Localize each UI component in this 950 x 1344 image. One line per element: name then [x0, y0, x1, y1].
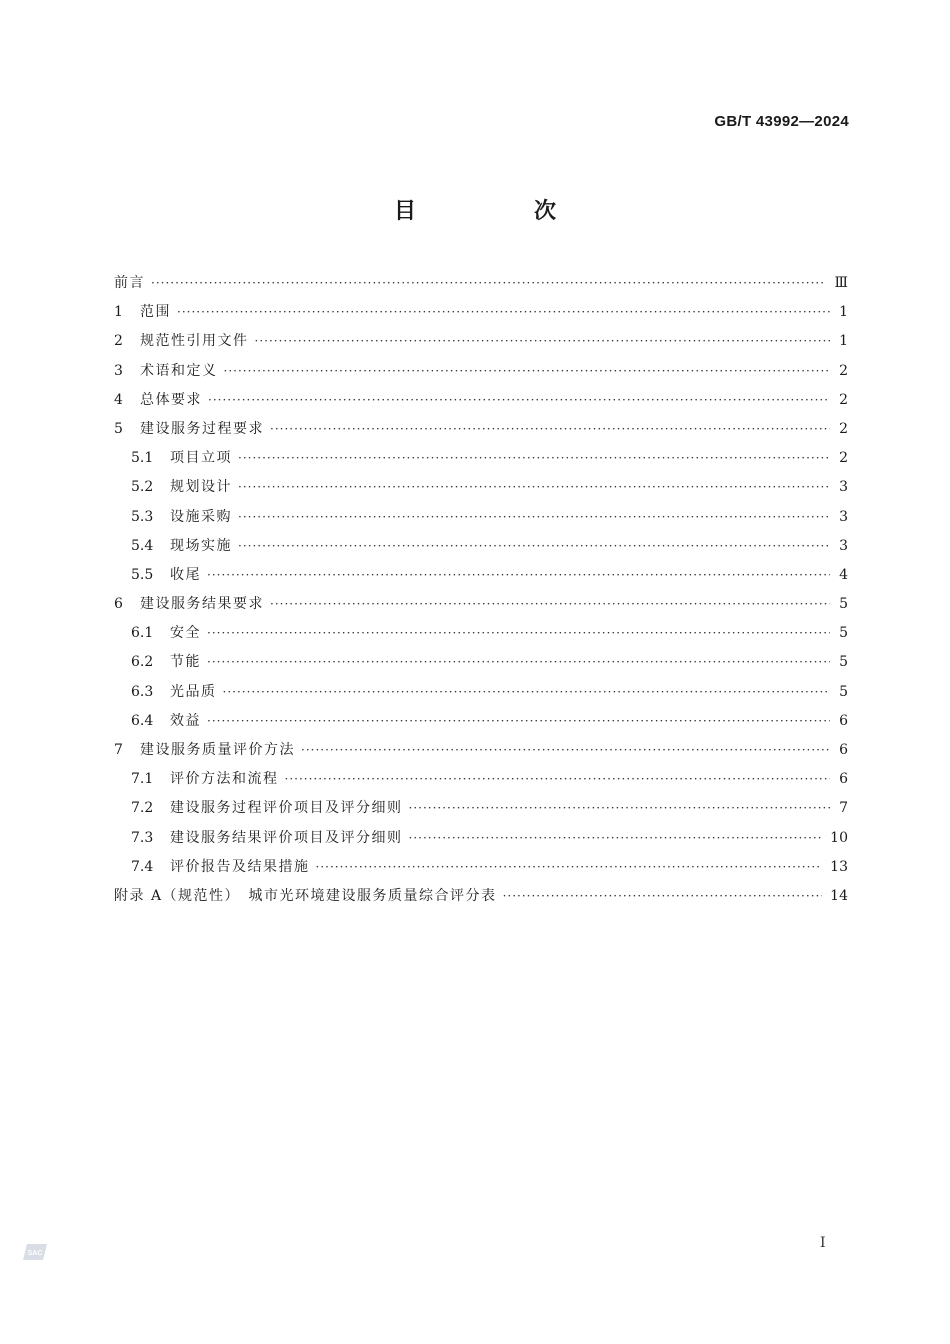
- toc-entry[interactable]: [114, 794, 848, 823]
- toc-entry-label: 术语和定义: [140, 362, 218, 379]
- toc-entry[interactable]: [114, 882, 848, 911]
- toc-entry-page: 4: [839, 566, 848, 583]
- toc-leader-dots: [285, 765, 831, 794]
- toc-leader-dots: [238, 503, 830, 532]
- toc-leader-dots: [238, 473, 830, 502]
- toc-entry-label: 评价报告及结果措施: [170, 858, 310, 875]
- toc-entry-number: 6.1: [131, 625, 154, 642]
- toc-entry-page: 7: [839, 800, 848, 817]
- toc-entry-number: 7.2: [131, 800, 154, 817]
- toc-entry-number: 6.2: [131, 654, 154, 671]
- toc-entry[interactable]: [114, 269, 848, 298]
- toc-entry-number: 7.4: [131, 858, 154, 875]
- toc-leader-dots: [224, 357, 831, 386]
- toc-entry-number: 5.4: [131, 537, 154, 554]
- toc-entry[interactable]: [114, 736, 848, 765]
- standard-code: GB/T 43992—2024: [714, 113, 849, 130]
- toc-entry-label: 评价方法和流程: [170, 771, 279, 788]
- toc-leader-dots: [238, 532, 830, 561]
- toc-entry-page: 3: [839, 508, 848, 525]
- toc-leader-dots: [208, 386, 830, 415]
- toc-leader-dots: [207, 619, 830, 648]
- toc-entry-label: 收尾: [170, 566, 201, 583]
- toc-entry-label: 规范性引用文件: [140, 333, 249, 350]
- toc-entry-page: 1: [839, 304, 848, 321]
- toc-entry-label: 项目立项: [170, 450, 232, 467]
- toc-entry-page: Ⅲ: [834, 275, 848, 291]
- toc-entry[interactable]: [114, 386, 848, 415]
- toc-entry-label: 光品质: [170, 683, 217, 700]
- toc-entry[interactable]: [114, 327, 848, 356]
- toc-entry-label: 设施采购: [170, 508, 232, 525]
- toc-leader-dots: [316, 853, 823, 882]
- toc-entry-number: 5.1: [131, 450, 154, 467]
- toc-leader-dots: [301, 736, 830, 765]
- toc-entry-page: 2: [839, 391, 848, 408]
- toc-entry-number: 7.3: [131, 829, 154, 846]
- toc-entry-page: 3: [839, 537, 848, 554]
- toc-entry-page: 14: [830, 887, 848, 904]
- toc-entry[interactable]: [114, 473, 848, 502]
- toc-entry-page: 5: [839, 683, 848, 700]
- toc-leader-dots: [238, 444, 830, 473]
- sac-logo-icon: [23, 1242, 49, 1262]
- toc-entry[interactable]: [114, 590, 848, 619]
- toc-leader-dots: [151, 269, 826, 298]
- toc-entry-page: 10: [830, 829, 848, 846]
- toc-entry[interactable]: [114, 765, 848, 794]
- toc-entry-number: 2: [114, 333, 123, 350]
- toc-entry-number: 6.3: [131, 683, 154, 700]
- toc-entry-label: 总体要求: [140, 391, 202, 408]
- toc-entry-number: 1: [114, 304, 123, 321]
- toc-entry[interactable]: [114, 298, 848, 327]
- toc-entry-page: 2: [839, 450, 848, 467]
- toc-entry-page: 5: [839, 654, 848, 671]
- toc-entry-label: 范围: [140, 304, 171, 321]
- toc-leader-dots: [409, 824, 823, 853]
- toc-entry-label: 安全: [170, 625, 201, 642]
- toc-entry-label: 节能: [170, 654, 201, 671]
- toc-entry[interactable]: [114, 503, 848, 532]
- toc-entry-label: 建设服务结果评价项目及评分细则: [170, 829, 403, 846]
- toc-leader-dots: [223, 678, 831, 707]
- toc-entry-label: 建设服务过程要求: [140, 420, 264, 437]
- toc-entry[interactable]: [114, 678, 848, 707]
- toc-entry-label: 前言: [114, 275, 145, 291]
- toc-entry-number: 5.5: [131, 566, 154, 583]
- toc-entry-number: 5: [114, 420, 123, 437]
- toc-entry-label: 附录 A（规范性） 城市光环境建设服务质量综合评分表: [114, 887, 497, 904]
- toc-entry-page: 5: [839, 596, 848, 613]
- toc-entry-page: 1: [839, 333, 848, 350]
- toc-leader-dots: [207, 707, 830, 736]
- toc-entry[interactable]: [114, 707, 848, 736]
- toc-leader-dots: [409, 794, 831, 823]
- toc-entry-label: 规划设计: [170, 479, 232, 496]
- toc-entry-page: 13: [830, 858, 848, 875]
- toc-entry[interactable]: [114, 532, 848, 561]
- toc-entry-page: 2: [839, 420, 848, 437]
- toc-entry-label: 现场实施: [170, 537, 232, 554]
- toc-entry-number: 6: [114, 596, 123, 613]
- toc-entry-page: 6: [839, 712, 848, 729]
- toc-entry-number: 3: [114, 362, 123, 379]
- toc-leader-dots: [255, 327, 831, 356]
- page-number: I: [820, 1235, 826, 1251]
- toc-entry-page: 3: [839, 479, 848, 496]
- table-of-contents: [114, 269, 848, 911]
- toc-entry-label: 效益: [170, 712, 201, 729]
- toc-entry-number: 7.1: [131, 771, 154, 788]
- toc-entry-number: 6.4: [131, 712, 154, 729]
- toc-entry-label: 建设服务质量评价方法: [140, 742, 295, 758]
- toc-entry-number: 5.2: [131, 479, 154, 496]
- toc-leader-dots: [207, 561, 830, 590]
- toc-entry[interactable]: [114, 561, 848, 590]
- toc-entry[interactable]: [114, 824, 848, 853]
- toc-entry-page: 6: [839, 771, 848, 788]
- toc-leader-dots: [207, 648, 830, 677]
- toc-entry[interactable]: [114, 853, 848, 882]
- page-title: 目 次: [393, 199, 604, 224]
- toc-leader-dots: [270, 590, 830, 619]
- toc-entry-page: 5: [839, 625, 848, 642]
- toc-entry[interactable]: [114, 444, 848, 473]
- toc-leader-dots: [177, 298, 830, 327]
- toc-entry-number: 7: [114, 742, 123, 758]
- toc-entry-page: 6: [839, 742, 848, 758]
- toc-leader-dots: [270, 415, 830, 444]
- toc-leader-dots: [503, 882, 823, 911]
- toc-entry-page: 2: [839, 362, 848, 379]
- toc-entry-number: 4: [114, 391, 123, 408]
- toc-entry-label: 建设服务结果要求: [140, 596, 264, 613]
- toc-entry-number: 5.3: [131, 508, 154, 525]
- toc-entry[interactable]: [114, 619, 848, 648]
- svg-text:SAC: SAC: [27, 1250, 43, 1257]
- toc-entry[interactable]: [114, 648, 848, 677]
- toc-entry[interactable]: [114, 415, 848, 444]
- toc-entry-label: 建设服务过程评价项目及评分细则: [170, 800, 403, 817]
- toc-entry[interactable]: [114, 357, 848, 386]
